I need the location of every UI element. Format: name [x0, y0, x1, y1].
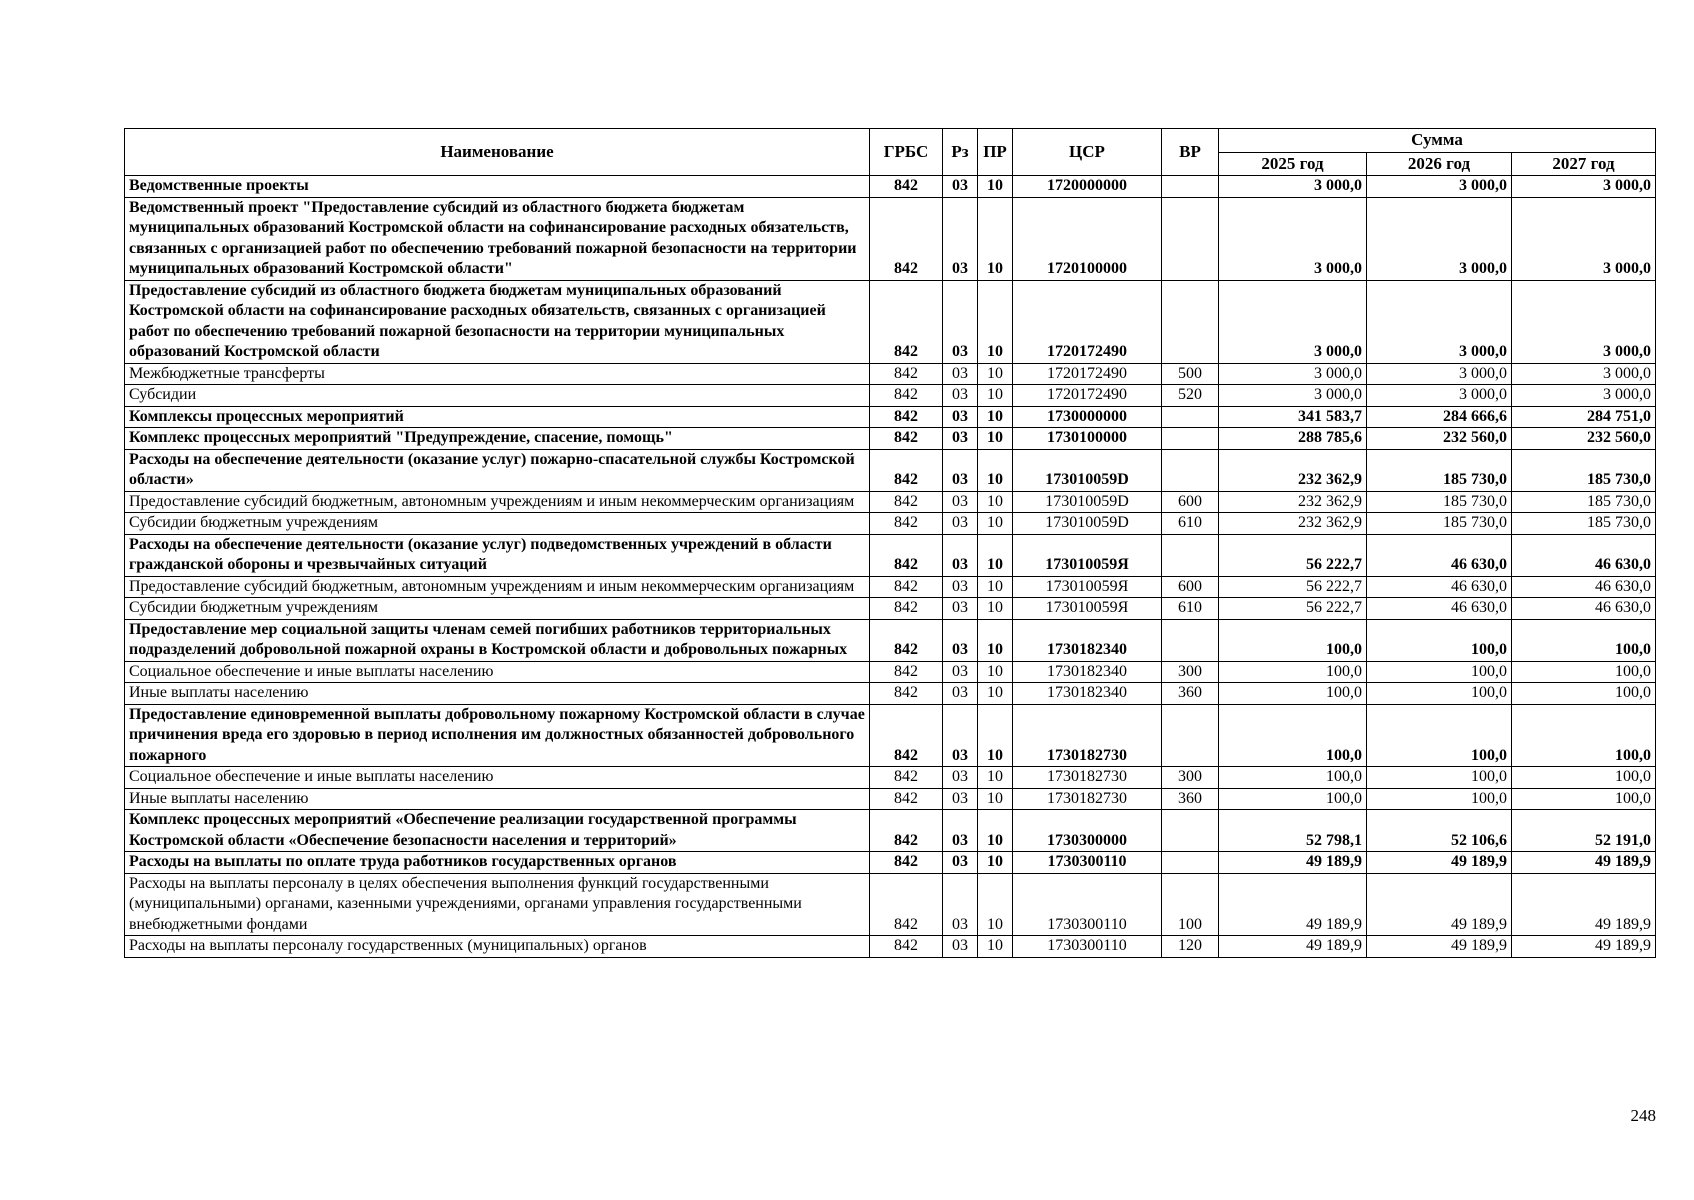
cell-vr: 100 [1162, 873, 1219, 936]
page-number: 248 [1630, 1106, 1656, 1125]
cell-grbs: 842 [870, 661, 943, 683]
cell-rz: 03 [943, 598, 978, 620]
cell-pr: 10 [978, 576, 1013, 598]
cell-sum-2025: 52 798,1 [1219, 810, 1367, 852]
cell-sum-2026: 185 730,0 [1367, 513, 1512, 535]
cell-pr: 10 [978, 406, 1013, 428]
cell-rz: 03 [943, 363, 978, 385]
cell-sum-2026: 232 560,0 [1367, 428, 1512, 450]
cell-vr: 520 [1162, 385, 1219, 407]
cell-rz: 03 [943, 449, 978, 491]
cell-rz: 03 [943, 491, 978, 513]
cell-csr: 173010059Я [1013, 576, 1162, 598]
cell-rz: 03 [943, 683, 978, 705]
cell-sum-2026: 52 106,6 [1367, 810, 1512, 852]
cell-vr: 610 [1162, 513, 1219, 535]
table-row [125, 788, 1656, 810]
cell-sum-2027: 232 560,0 [1512, 428, 1656, 450]
cell-vr [1162, 810, 1219, 852]
cell-grbs: 842 [870, 280, 943, 363]
cell-name: Предоставление единовременной выплаты добровольному пожарному Костромской области в случае причинения вреда его здоровью в период исполнения им должностных обязанностей добровольного пожарного [125, 704, 870, 767]
col-header-2026: 2026 год [1367, 153, 1512, 176]
cell-pr: 10 [978, 810, 1013, 852]
table-row [125, 513, 1656, 535]
table-row [125, 852, 1656, 874]
cell-grbs: 842 [870, 491, 943, 513]
cell-name: Комплекс процессных мероприятий "Предупреждение, спасение, помощь" [125, 428, 870, 450]
cell-sum-2027: 3 000,0 [1512, 197, 1656, 280]
cell-name: Предоставление субсидий бюджетным, автономным учреждениям и иным некоммерческим организациям [125, 491, 870, 513]
cell-vr: 600 [1162, 576, 1219, 598]
cell-name: Субсидии [125, 385, 870, 407]
cell-name: Социальное обеспечение и иные выплаты населению [125, 767, 870, 789]
cell-sum-2026: 3 000,0 [1367, 363, 1512, 385]
cell-pr: 10 [978, 683, 1013, 705]
cell-csr: 1720172490 [1013, 363, 1162, 385]
cell-pr: 10 [978, 788, 1013, 810]
cell-pr: 10 [978, 873, 1013, 936]
cell-name: Межбюджетные трансферты [125, 363, 870, 385]
cell-csr: 1730182730 [1013, 788, 1162, 810]
cell-csr: 1730000000 [1013, 406, 1162, 428]
cell-sum-2026: 100,0 [1367, 683, 1512, 705]
table-row [125, 406, 1656, 428]
cell-grbs: 842 [870, 683, 943, 705]
cell-vr: 120 [1162, 936, 1219, 958]
cell-rz: 03 [943, 280, 978, 363]
cell-sum-2025: 100,0 [1219, 661, 1367, 683]
cell-csr: 1720000000 [1013, 176, 1162, 198]
cell-sum-2027: 284 751,0 [1512, 406, 1656, 428]
cell-sum-2026: 100,0 [1367, 788, 1512, 810]
cell-sum-2026: 100,0 [1367, 704, 1512, 767]
cell-vr: 610 [1162, 598, 1219, 620]
cell-grbs: 842 [870, 176, 943, 198]
cell-sum-2027: 100,0 [1512, 683, 1656, 705]
cell-sum-2026: 46 630,0 [1367, 534, 1512, 576]
cell-vr [1162, 176, 1219, 198]
cell-sum-2025: 100,0 [1219, 788, 1367, 810]
cell-grbs: 842 [870, 406, 943, 428]
cell-vr [1162, 534, 1219, 576]
cell-sum-2027: 49 189,9 [1512, 873, 1656, 936]
cell-sum-2027: 52 191,0 [1512, 810, 1656, 852]
cell-sum-2026: 3 000,0 [1367, 197, 1512, 280]
cell-csr: 1720172490 [1013, 280, 1162, 363]
cell-grbs: 842 [870, 428, 943, 450]
cell-rz: 03 [943, 513, 978, 535]
cell-name: Иные выплаты населению [125, 683, 870, 705]
cell-rz: 03 [943, 661, 978, 683]
cell-grbs: 842 [870, 534, 943, 576]
cell-sum-2026: 100,0 [1367, 767, 1512, 789]
cell-sum-2025: 56 222,7 [1219, 576, 1367, 598]
cell-rz: 03 [943, 176, 978, 198]
cell-sum-2025: 232 362,9 [1219, 491, 1367, 513]
cell-sum-2025: 49 189,9 [1219, 852, 1367, 874]
cell-sum-2027: 3 000,0 [1512, 385, 1656, 407]
cell-csr: 1730300110 [1013, 873, 1162, 936]
cell-sum-2025: 49 189,9 [1219, 873, 1367, 936]
cell-sum-2025: 3 000,0 [1219, 176, 1367, 198]
cell-vr [1162, 406, 1219, 428]
table-row [125, 683, 1656, 705]
cell-name: Субсидии бюджетным учреждениям [125, 598, 870, 620]
cell-pr: 10 [978, 936, 1013, 958]
cell-sum-2026: 49 189,9 [1367, 936, 1512, 958]
cell-sum-2025: 100,0 [1219, 704, 1367, 767]
table-row [125, 197, 1656, 280]
cell-sum-2027: 46 630,0 [1512, 598, 1656, 620]
cell-vr [1162, 619, 1219, 661]
cell-sum-2026: 284 666,6 [1367, 406, 1512, 428]
cell-csr: 1730182340 [1013, 619, 1162, 661]
cell-vr: 300 [1162, 661, 1219, 683]
cell-grbs: 842 [870, 363, 943, 385]
cell-vr [1162, 428, 1219, 450]
cell-name: Расходы на выплаты персоналу государственных (муниципальных) органов [125, 936, 870, 958]
cell-sum-2026: 49 189,9 [1367, 852, 1512, 874]
cell-name: Иные выплаты населению [125, 788, 870, 810]
col-header-name: Наименование [125, 129, 870, 176]
cell-sum-2025: 100,0 [1219, 683, 1367, 705]
cell-pr: 10 [978, 385, 1013, 407]
table-row [125, 598, 1656, 620]
cell-name: Ведомственные проекты [125, 176, 870, 198]
cell-rz: 03 [943, 704, 978, 767]
cell-vr: 360 [1162, 788, 1219, 810]
table-row [125, 385, 1656, 407]
cell-pr: 10 [978, 491, 1013, 513]
cell-grbs: 842 [870, 788, 943, 810]
cell-rz: 03 [943, 534, 978, 576]
cell-sum-2026: 46 630,0 [1367, 576, 1512, 598]
table-row [125, 176, 1656, 198]
cell-grbs: 842 [870, 385, 943, 407]
table-row [125, 363, 1656, 385]
cell-pr: 10 [978, 363, 1013, 385]
cell-pr: 10 [978, 598, 1013, 620]
cell-sum-2025: 3 000,0 [1219, 385, 1367, 407]
cell-sum-2027: 49 189,9 [1512, 852, 1656, 874]
cell-sum-2026: 185 730,0 [1367, 449, 1512, 491]
cell-sum-2027: 185 730,0 [1512, 449, 1656, 491]
table-row [125, 873, 1656, 936]
cell-rz: 03 [943, 428, 978, 450]
cell-sum-2025: 341 583,7 [1219, 406, 1367, 428]
cell-sum-2027: 3 000,0 [1512, 280, 1656, 363]
col-header-vr: ВР [1162, 129, 1219, 176]
table-row [125, 280, 1656, 363]
cell-pr: 10 [978, 661, 1013, 683]
cell-csr: 1720100000 [1013, 197, 1162, 280]
table-row [125, 428, 1656, 450]
cell-name: Предоставление мер социальной защиты членам семей погибших работников территориальных подразделений добровольной пожарной охраны в Костромской области и добровольных пожарных [125, 619, 870, 661]
cell-pr: 10 [978, 513, 1013, 535]
cell-pr: 10 [978, 704, 1013, 767]
cell-sum-2025: 3 000,0 [1219, 280, 1367, 363]
cell-sum-2025: 100,0 [1219, 767, 1367, 789]
cell-csr: 1730182340 [1013, 661, 1162, 683]
cell-vr: 300 [1162, 767, 1219, 789]
cell-grbs: 842 [870, 852, 943, 874]
budget-table [124, 128, 1656, 958]
cell-sum-2025: 232 362,9 [1219, 449, 1367, 491]
table-row [125, 810, 1656, 852]
cell-name: Расходы на обеспечение деятельности (оказание услуг) подведомственных учреждений в области гражданской обороны и чрезвычайных ситуаций [125, 534, 870, 576]
col-header-grbs: ГРБС [870, 129, 943, 176]
cell-grbs: 842 [870, 704, 943, 767]
cell-sum-2026: 100,0 [1367, 661, 1512, 683]
cell-sum-2027: 3 000,0 [1512, 363, 1656, 385]
cell-sum-2025: 56 222,7 [1219, 598, 1367, 620]
table-row [125, 619, 1656, 661]
cell-name: Социальное обеспечение и иные выплаты населению [125, 661, 870, 683]
cell-vr [1162, 704, 1219, 767]
cell-vr [1162, 280, 1219, 363]
col-header-2025: 2025 год [1219, 153, 1367, 176]
table-row [125, 449, 1656, 491]
cell-sum-2027: 3 000,0 [1512, 176, 1656, 198]
cell-pr: 10 [978, 197, 1013, 280]
cell-vr [1162, 197, 1219, 280]
cell-rz: 03 [943, 576, 978, 598]
cell-csr: 173010059D [1013, 513, 1162, 535]
cell-csr: 1730182730 [1013, 704, 1162, 767]
cell-sum-2027: 100,0 [1512, 661, 1656, 683]
cell-pr: 10 [978, 280, 1013, 363]
cell-rz: 03 [943, 619, 978, 661]
cell-sum-2025: 232 362,9 [1219, 513, 1367, 535]
cell-pr: 10 [978, 767, 1013, 789]
cell-pr: 10 [978, 534, 1013, 576]
cell-grbs: 842 [870, 449, 943, 491]
col-header-sum: Сумма [1219, 129, 1656, 153]
cell-csr: 1730300110 [1013, 852, 1162, 874]
table-body [125, 176, 1656, 958]
cell-sum-2027: 100,0 [1512, 767, 1656, 789]
cell-csr: 173010059Я [1013, 534, 1162, 576]
cell-grbs: 842 [870, 513, 943, 535]
cell-name: Расходы на выплаты по оплате труда работников государственных органов [125, 852, 870, 874]
cell-rz: 03 [943, 767, 978, 789]
table-row [125, 767, 1656, 789]
cell-vr: 500 [1162, 363, 1219, 385]
table-row [125, 576, 1656, 598]
cell-csr: 1730182340 [1013, 683, 1162, 705]
cell-rz: 03 [943, 385, 978, 407]
cell-sum-2025: 288 785,6 [1219, 428, 1367, 450]
cell-sum-2027: 100,0 [1512, 788, 1656, 810]
cell-pr: 10 [978, 619, 1013, 661]
col-header-pr: ПР [978, 129, 1013, 176]
cell-vr: 360 [1162, 683, 1219, 705]
cell-grbs: 842 [870, 810, 943, 852]
col-header-rz: Рз [943, 129, 978, 176]
cell-name: Расходы на обеспечение деятельности (оказание услуг) пожарно-спасательной службы Костромской области» [125, 449, 870, 491]
cell-sum-2025: 49 189,9 [1219, 936, 1367, 958]
cell-csr: 1730300110 [1013, 936, 1162, 958]
cell-csr: 1730300000 [1013, 810, 1162, 852]
table-row [125, 491, 1656, 513]
cell-grbs: 842 [870, 873, 943, 936]
cell-csr: 173010059Я [1013, 598, 1162, 620]
cell-name: Субсидии бюджетным учреждениям [125, 513, 870, 535]
cell-sum-2027: 100,0 [1512, 619, 1656, 661]
cell-sum-2027: 49 189,9 [1512, 936, 1656, 958]
cell-sum-2027: 100,0 [1512, 704, 1656, 767]
cell-sum-2026: 49 189,9 [1367, 873, 1512, 936]
cell-rz: 03 [943, 873, 978, 936]
table-row [125, 936, 1656, 958]
table-row [125, 661, 1656, 683]
cell-vr: 600 [1162, 491, 1219, 513]
cell-sum-2026: 46 630,0 [1367, 598, 1512, 620]
cell-sum-2026: 3 000,0 [1367, 280, 1512, 363]
cell-pr: 10 [978, 449, 1013, 491]
cell-name: Предоставление субсидий бюджетным, автономным учреждениям и иным некоммерческим организациям [125, 576, 870, 598]
cell-pr: 10 [978, 852, 1013, 874]
cell-sum-2026: 100,0 [1367, 619, 1512, 661]
cell-grbs: 842 [870, 576, 943, 598]
cell-sum-2025: 56 222,7 [1219, 534, 1367, 576]
cell-pr: 10 [978, 176, 1013, 198]
cell-sum-2026: 185 730,0 [1367, 491, 1512, 513]
cell-sum-2026: 3 000,0 [1367, 176, 1512, 198]
cell-grbs: 842 [870, 767, 943, 789]
cell-csr: 1730182730 [1013, 767, 1162, 789]
cell-name: Предоставление субсидий из областного бюджета бюджетам муниципальных образований Костромской области на софинансирование расходных обязательств, связанных с организацией работ по обеспечению требований пожарной безопасности на территории муниципальных образований Костромской области [125, 280, 870, 363]
cell-pr: 10 [978, 428, 1013, 450]
cell-grbs: 842 [870, 619, 943, 661]
cell-grbs: 842 [870, 936, 943, 958]
table-row [125, 534, 1656, 576]
cell-name: Комплексы процессных мероприятий [125, 406, 870, 428]
cell-rz: 03 [943, 406, 978, 428]
cell-csr: 173010059D [1013, 449, 1162, 491]
col-header-csr: ЦСР [1013, 129, 1162, 176]
cell-name: Ведомственный проект "Предоставление субсидий из областного бюджета бюджетам муниципальных образований Костромской области на софинансирование расходных обязательств, связанных с организацией работ по обеспечению требований пожарной безопасности на территории муниципальных образований Костромской области" [125, 197, 870, 280]
col-header-2027: 2027 год [1512, 153, 1656, 176]
cell-sum-2026: 3 000,0 [1367, 385, 1512, 407]
cell-sum-2027: 46 630,0 [1512, 576, 1656, 598]
cell-rz: 03 [943, 197, 978, 280]
cell-csr: 1720172490 [1013, 385, 1162, 407]
cell-sum-2027: 185 730,0 [1512, 513, 1656, 535]
cell-sum-2025: 100,0 [1219, 619, 1367, 661]
cell-sum-2027: 46 630,0 [1512, 534, 1656, 576]
cell-rz: 03 [943, 810, 978, 852]
header-row [125, 129, 1656, 153]
cell-grbs: 842 [870, 598, 943, 620]
table-row [125, 704, 1656, 767]
cell-csr: 1730100000 [1013, 428, 1162, 450]
cell-grbs: 842 [870, 197, 943, 280]
cell-sum-2027: 185 730,0 [1512, 491, 1656, 513]
cell-rz: 03 [943, 936, 978, 958]
cell-sum-2025: 3 000,0 [1219, 363, 1367, 385]
cell-sum-2025: 3 000,0 [1219, 197, 1367, 280]
cell-rz: 03 [943, 788, 978, 810]
cell-name: Комплекс процессных мероприятий «Обеспечение реализации государственной программы Костромской области «Обеспечение безопасности населения и территорий» [125, 810, 870, 852]
cell-csr: 173010059D [1013, 491, 1162, 513]
cell-name: Расходы на выплаты персоналу в целях обеспечения выполнения функций государственными (муниципальными) органами, казенными учреждениями, органами управления государственными внебюджетными фондами [125, 873, 870, 936]
cell-vr [1162, 449, 1219, 491]
cell-rz: 03 [943, 852, 978, 874]
cell-vr [1162, 852, 1219, 874]
